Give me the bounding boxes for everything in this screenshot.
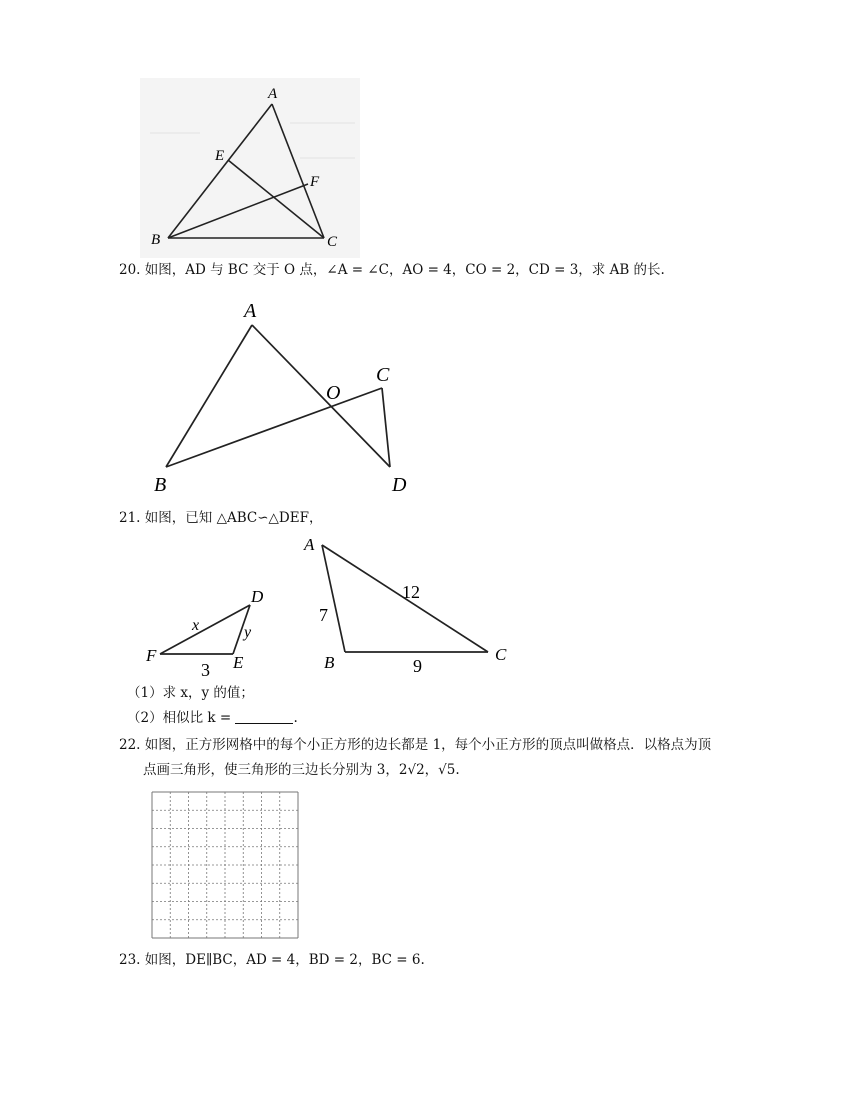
question-21-part-2-prefix: （2）相似比 k =	[127, 710, 232, 726]
figure-22-square-grid[interactable]	[150, 790, 300, 944]
fig20-label-C: C	[376, 364, 390, 386]
question-21-text: 如图，已知 △ABC∽△DEF，	[144, 510, 323, 526]
fig19-label-A: A	[268, 86, 278, 102]
fig21-label-D: D	[251, 587, 264, 606]
figure-22-grid-svg	[150, 790, 300, 940]
fig20-label-O: O	[326, 382, 341, 404]
figure-19-triangle	[140, 78, 360, 262]
figure-19-svg	[140, 78, 360, 258]
question-21-part-2-suffix: .	[293, 710, 298, 726]
question-20-text: 如图，AD 与 BC 交于 O 点，∠A = ∠C，AO = 4，CO = 2，CD = 3，求 AB 的长.	[144, 262, 665, 278]
question-21-part-2	[127, 708, 298, 728]
fig21-side-label-AB: 7	[319, 605, 328, 625]
fig21-label-F: F	[146, 646, 157, 665]
fig21-side-label-BC: 9	[413, 656, 422, 676]
figure-21-similar-triangles	[140, 530, 520, 684]
fig19-label-B: B	[151, 232, 161, 248]
fig21-label-B: B	[324, 653, 335, 672]
fig21-side-AB	[322, 545, 345, 652]
fig19-label-E: E	[215, 148, 225, 164]
question-22	[119, 735, 711, 755]
question-20-number: 20.	[119, 262, 141, 278]
fig20-segment-BC	[166, 388, 382, 467]
question-20	[119, 260, 665, 280]
answer-blank[interactable]	[235, 709, 293, 724]
fig21-label-E: E	[233, 653, 244, 672]
question-22-text-line1: 如图，正方形网格中的每个小正方形的边长都是 1，每个小正方形的顶点叫做格点．以格点为顶	[144, 737, 712, 753]
figure-20-triangles	[148, 295, 428, 504]
question-21-part-1: （1）求 x，y 的值；	[127, 685, 254, 701]
fig21-side-label-x: x	[192, 617, 200, 634]
question-23	[119, 950, 425, 970]
fig20-side-CD	[382, 388, 390, 467]
fig21-side-FD	[160, 605, 250, 654]
question-21	[119, 508, 322, 528]
fig20-label-B: B	[154, 474, 167, 496]
fig21-side-label-AC: 12	[402, 582, 420, 602]
figure-21-svg	[140, 530, 520, 680]
fig20-side-AB	[166, 325, 252, 467]
fig19-label-F: F	[310, 174, 320, 190]
fig21-label-A: A	[304, 535, 315, 554]
fig19-label-C: C	[327, 234, 338, 250]
fig20-label-D: D	[392, 474, 407, 496]
question-23-number: 23.	[119, 952, 141, 968]
fig21-label-C: C	[495, 645, 507, 664]
question-22-number: 22.	[119, 737, 141, 753]
fig20-segment-AD	[252, 325, 390, 467]
fig21-side-label-y: y	[244, 624, 252, 641]
question-21-number: 21.	[119, 510, 141, 526]
figure-20-svg	[148, 295, 428, 500]
question-22-text-line2: 点画三角形，使三角形的三边长分别为 3，2√2，√5.	[143, 762, 460, 778]
fig20-label-A: A	[244, 300, 257, 322]
question-23-text: 如图，DE∥BC，AD = 4，BD = 2，BC = 6.	[144, 952, 425, 968]
fig21-side-label-FE: 3	[201, 660, 210, 680]
